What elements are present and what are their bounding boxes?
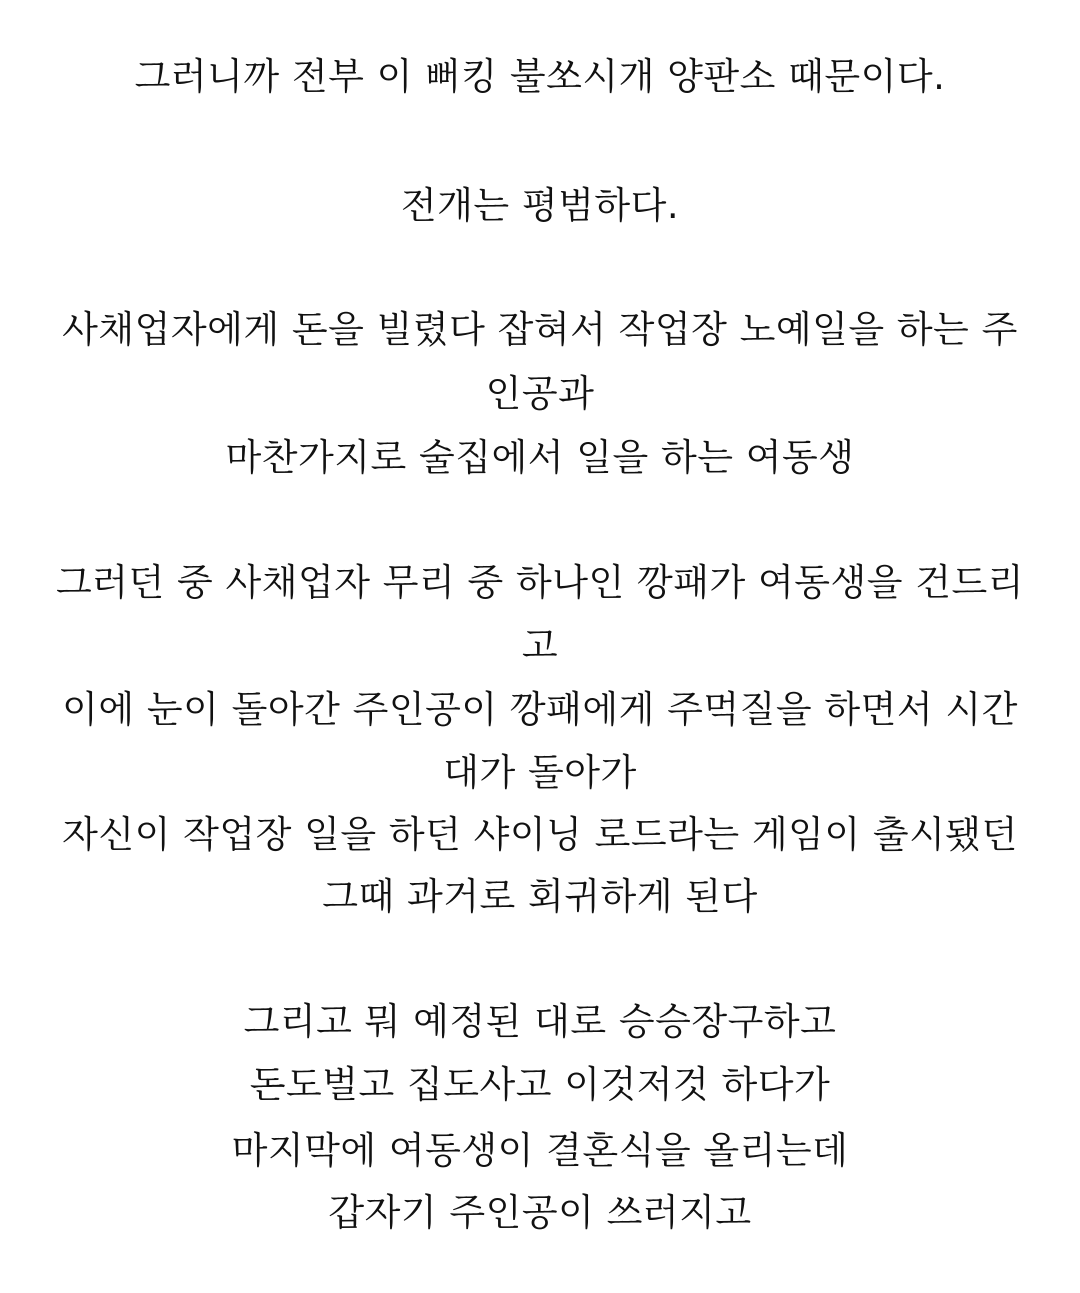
text-line: 마찬가지로 술집에서 일을 하는 여동생 (225, 436, 855, 479)
text-line: 그러니까 전부 이 뻐킹 불쏘시개 양판소 때문이다. (134, 55, 946, 98)
text-line: 고 (521, 624, 559, 667)
text-line: 돈도벌고 집도사고 이것저것 하다가 (249, 1063, 831, 1106)
text-line: 사채업자에게 돈을 빌렸다 잡혀서 작업장 노예일을 하는 주 (62, 308, 1018, 351)
text-line: 자신이 작업장 일을 하던 샤이닝 로드라는 게임이 출시됐던 (62, 813, 1018, 856)
text-line: 그리고 뭐 예정된 대로 승승장구하고 (243, 1000, 837, 1043)
text-line: 이에 눈이 돌아간 주인공이 깡패에게 주먹질을 하면서 시간 (62, 688, 1018, 731)
text-line: 인공과 (485, 372, 595, 415)
text-line: 갑자기 주인공이 쓰러지고 (328, 1191, 752, 1234)
text-line: 전개는 평범하다. (400, 184, 680, 227)
text-line: 대가 돌아가 (443, 751, 637, 794)
text-line: 그러던 중 사채업자 무리 중 하나인 깡패가 여동생을 건드리 (56, 561, 1024, 604)
text-line: 마지막에 여동생이 결혼식을 올리는데 (231, 1129, 849, 1172)
text-line: 그때 과거로 회귀하게 된다 (322, 875, 758, 918)
